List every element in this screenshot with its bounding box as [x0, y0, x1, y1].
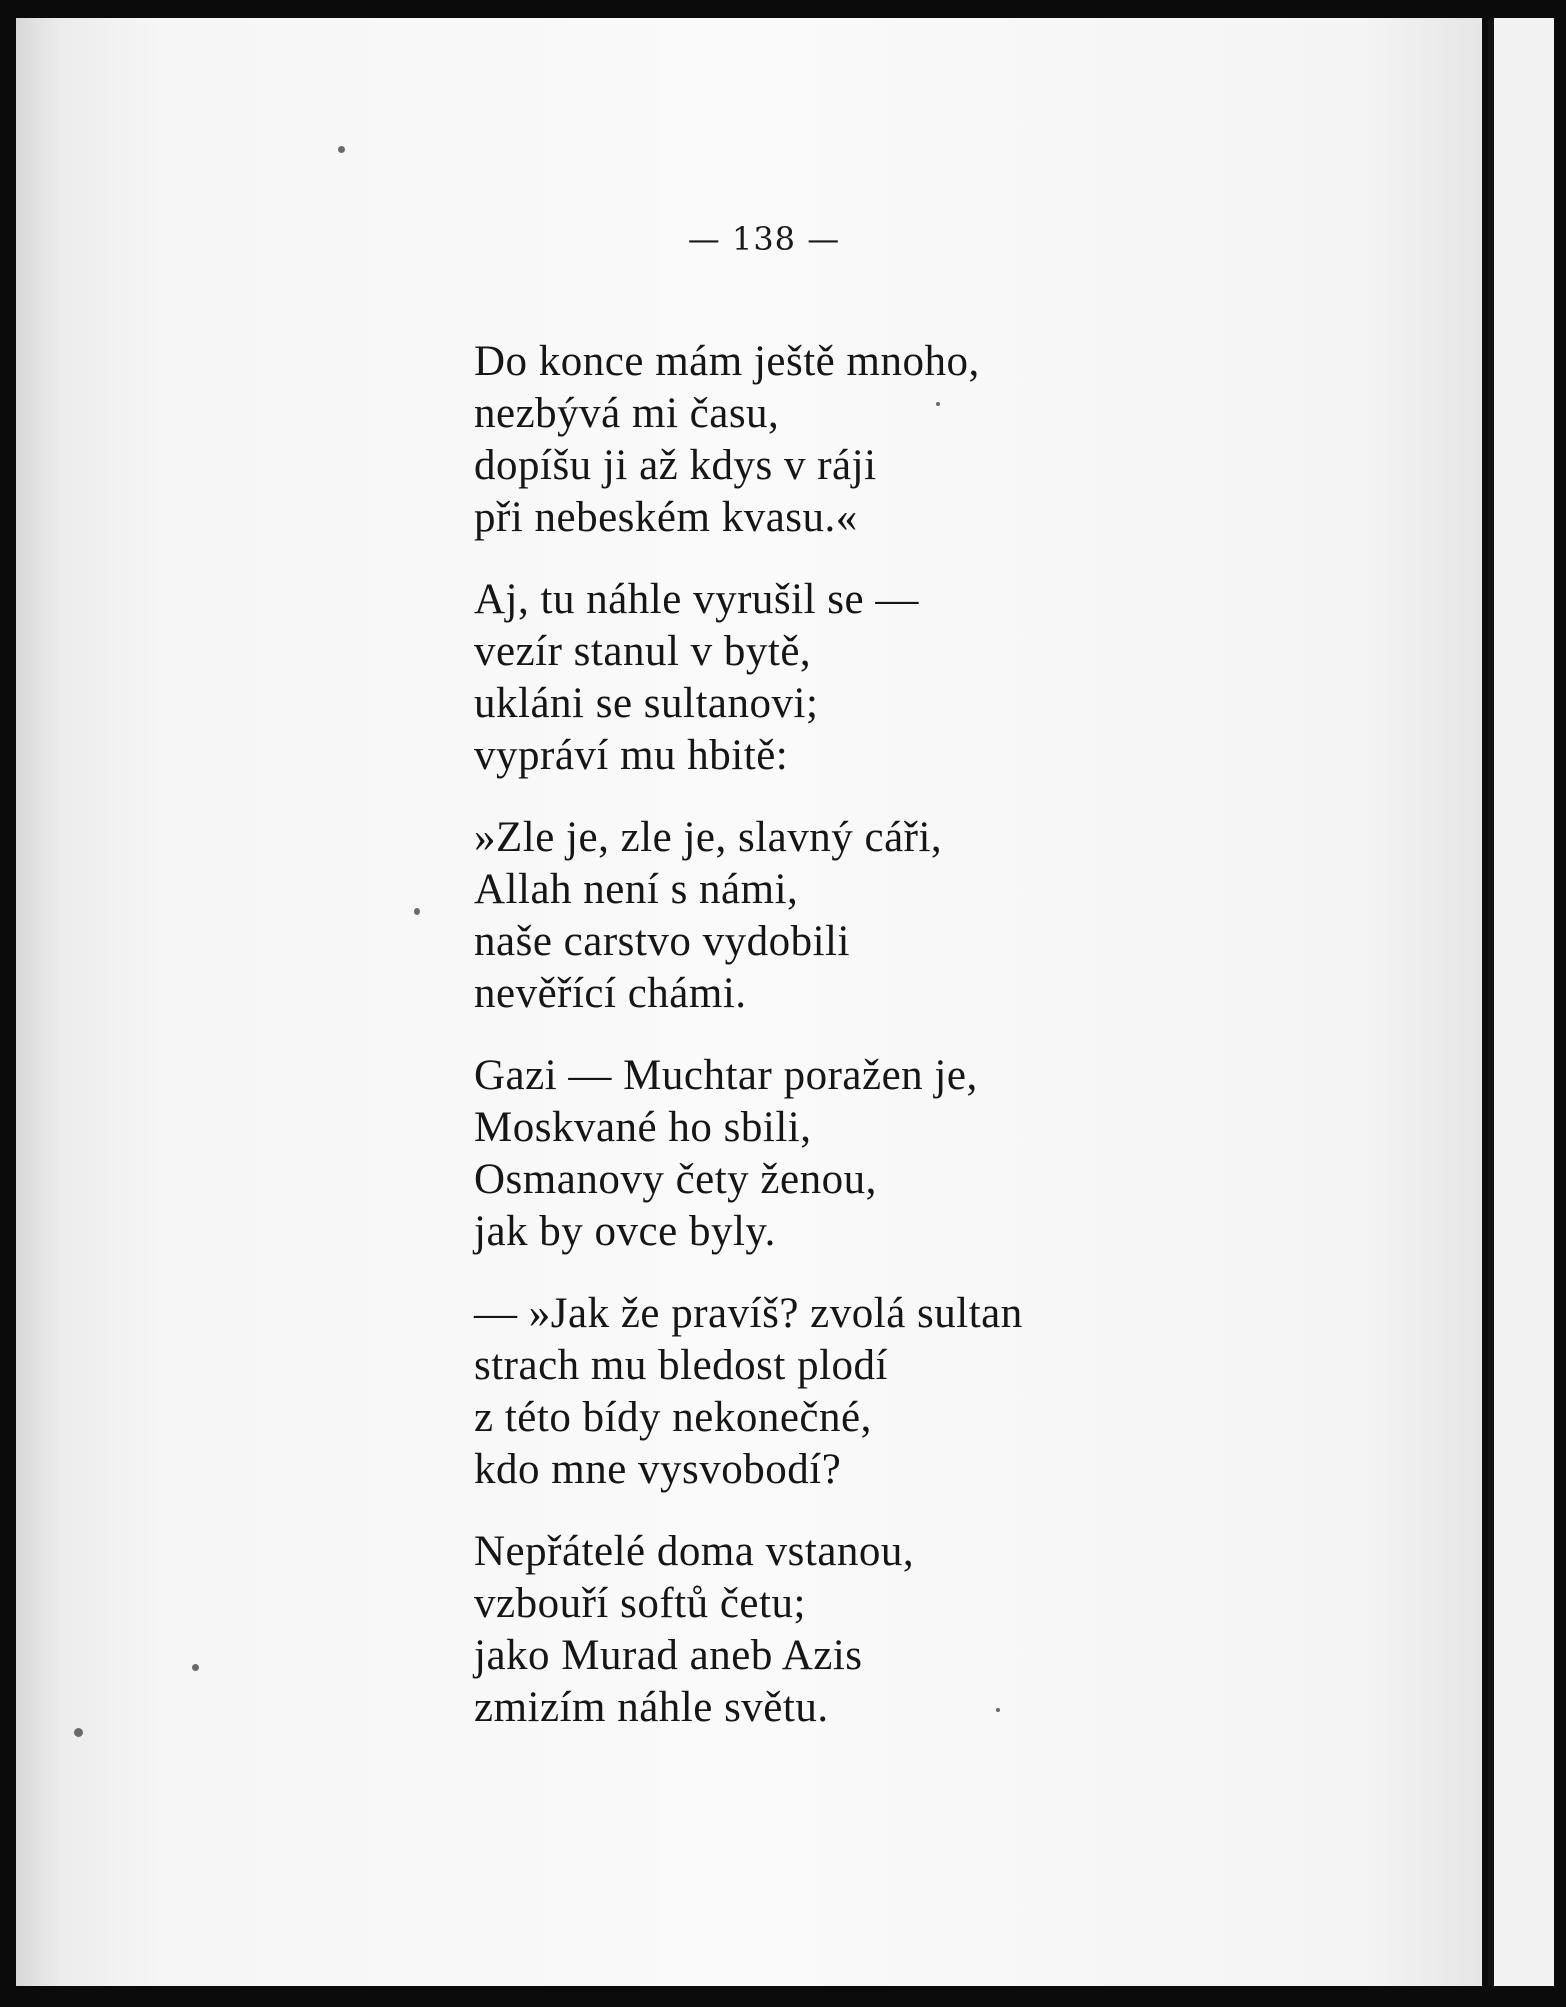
- poem-line: kdo mne vysvobodí?: [474, 1446, 842, 1493]
- poem-line: Osmanovy čety ženou,: [474, 1156, 877, 1203]
- scan-speck: [996, 1708, 1000, 1712]
- poem-line: — »Jak že pravíš? zvolá sultan: [474, 1290, 1023, 1337]
- poem-line: dopíšu ji až kdys v ráji: [474, 442, 877, 489]
- poem-line: Nepřátelé doma vstanou,: [474, 1528, 915, 1575]
- poem-line: Moskvané ho sbili,: [474, 1104, 812, 1151]
- scan-speck: [74, 1728, 83, 1737]
- scan-speck: [192, 1664, 199, 1671]
- poem-line: jako Murad aneb Azis: [474, 1632, 863, 1679]
- poem-line: ukláni se sultanovi;: [474, 680, 819, 727]
- poem-line: strach mu bledost plodí: [474, 1342, 888, 1389]
- page-number: — 138 —: [687, 220, 841, 258]
- poem-line: Do konce mám ještě mnoho,: [474, 338, 980, 385]
- scan-speck: [338, 146, 345, 153]
- poem-line: Allah není s námi,: [474, 866, 799, 913]
- poem-line: nevěřící chámi.: [474, 970, 747, 1017]
- scan-speck: [936, 402, 940, 406]
- poem-line: zmizím náhle světu.: [474, 1684, 829, 1731]
- stanza: [474, 1050, 1174, 1258]
- page-edge: [1488, 18, 1554, 1986]
- book-page: [16, 18, 1482, 1986]
- stanza: [474, 336, 1174, 544]
- stanza: [474, 574, 1174, 782]
- poem-line: Gazi — Muchtar poražen je,: [474, 1052, 978, 1099]
- poem-line: »Zle je, zle je, slavný cáři,: [474, 814, 943, 861]
- poem-line: jak by ovce byly.: [474, 1208, 776, 1255]
- scan-speck: [414, 908, 420, 915]
- poem-line: při nebeském kvasu.«: [474, 494, 858, 541]
- stanza: [474, 1288, 1174, 1496]
- poem-line: vypráví mu hbitě:: [474, 732, 789, 779]
- poem-line: vzbouří softů četu;: [474, 1580, 806, 1627]
- stanza: [474, 812, 1174, 1020]
- poem: [474, 336, 1174, 1764]
- poem-line: Aj, tu náhle vyrušil se —: [474, 576, 919, 623]
- poem-line: z této bídy nekonečné,: [474, 1394, 872, 1441]
- poem-line: nezbývá mi času,: [474, 390, 780, 437]
- stanza: [474, 1526, 1174, 1734]
- poem-line: vezír stanul v bytě,: [474, 628, 812, 675]
- poem-line: naše carstvo vydobili: [474, 918, 850, 965]
